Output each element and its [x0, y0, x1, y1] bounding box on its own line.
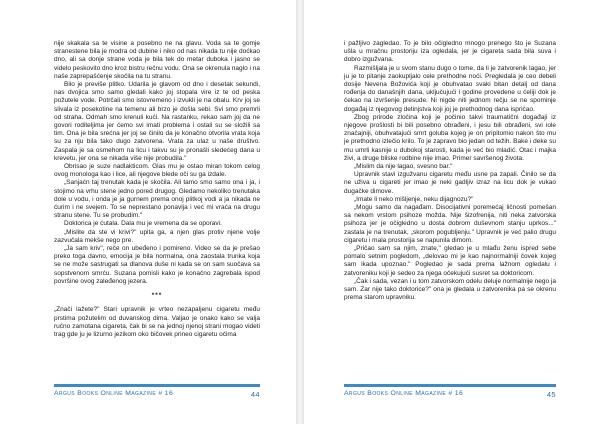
paragraph: „Čak i sada, vezan i u tom zatvorskom odelu deluje normalnije nego ja sam. Zar nije tako doktorice?" ona je gledala u zatvorenika pa se okrenu prema starom upravniku. [344, 277, 556, 302]
paragraph: Bilo je previše plitko. Udarila je glavom od dno i desetak sekundi, nas dvojica smo samo gledali kako joj stopala vire iz te od peska požutele vode. Potrčali smo istovremeno i izvukli je na obalu. Krv joj se slivala iz posekotine na temenu ali brzo je došla sebi. Svi smo premrli od straha. Odmah smo krenuli kući. Na rastanku, rekao sam joj da ne govori roditeljima jer ćemo svi imati problema i ostali su se složili sa tim. Ona je bila srećna jer joj se činilo da je konačno otvorila vrata koja su za nju bila tako dugo zatvorena. Vrata za ulaz u naše društvo. Zaspala je sa osmehom na licu i takvu su je pronašli sledećeg dana u krevetu, jer ona se nikada više nije probudila." [54, 81, 260, 162]
page-number: 45 [546, 390, 556, 399]
left-footer [54, 390, 260, 399]
book-gutter [296, 0, 304, 424]
paragraph: Obrisao je suze nadlakticom. Glas mu je ostao miran tokom celog ovog monologa kao i lice, ali njegove blede oči su ga izdale. [54, 163, 260, 179]
left-page [0, 0, 296, 424]
paragraph: i pažljivo zagledao. To je bilo očigledno mnogo prenego što je Suzana ušla u mračnu prostoriju iza ogledala, jer je cigareta sada bila suva i dobro izgužvana. [344, 40, 556, 64]
paragraph: „Mislite da ste vi krivi?" upita ga, a njen glas protiv njene volje zazvučala mekše nego pre. [54, 228, 260, 244]
page-number: 44 [250, 390, 260, 399]
left-footer-rule [54, 384, 260, 387]
paragraph: Zbog prirode zločina koji je počinio takvi traumatični događaji iz njegove prošlosti bi bili posebno obrađeni, i jesu bili obrađeni, svi iole značajniji, obuhvatajući smrt goluba kojeg je on pripitomio nakon što mu je prethodno izlečio krilo. To je zapravo bio jedan od težih. Bake i deke su mu umrli kasnije u dubokoj starosti, kada je već bio mladić. Otac i majka živi, a druge bliske rodbine nije imao. Primer savršenog života. [344, 113, 556, 162]
paragraph: „Mislim da nije lagao, svesno bar." [354, 163, 453, 171]
magazine-title: Argus Books Online Magazine # 16 [54, 390, 174, 397]
paragraph: „Mogu samo da nagađam. Disocijativni poremećaj ličnosti pomešan sa nekom vrstom psihoze možda. Nije šizofrenija, niti neka zatvorska psihoza jer je očigledno u dosta dobrom duševnom stanju uprkos..." zastala je na trenutak, „skorom pogubljenju." Upravnik je već palio drugu cigaretu i mala prostorija se napunila dimom. [344, 204, 556, 244]
right-footer [344, 390, 556, 399]
paragraph: Razmišljala je u svom stanu dugo o tome, da li je zatvorenik lagao, jer ju je to pitanje zaokupljalo cele prethodne noći. Pregledala je ceo debeli dosije Nevena Božovića koji je obuhvatao svaki bitan detalj od dana rođenja do današnjih dana, uključujući i godine provedene u ćeliji dok je čekao na izvršenje presude. Ni nigde niti jednom rečju se ne spominje događaj iz njegovog detinjstva koji joj je prethodnog dana ispričao. [344, 64, 556, 113]
right-page [304, 0, 600, 424]
paragraph: „Znači lažete?" Stari upravnik je vrteo nezapaljenu cigaretu među prstima požutelim od duvanskog dima. Valjao je onako kako se valja ručno zamotana cigareta, čak bi se na jednoj njenoj strani mogao videti trag gde ju je lizurno jezikom oko bičovek prineo cigaretu očima [54, 306, 260, 338]
paragraph: Upravnik stavi izgužvanu cigaretu među usne pa zapali. Činilo se da ne uživa u cigareti jer imao je neki gadljiv izraz na licu dok je vukao dugačke dimove. [344, 171, 556, 195]
paragraph: „Sanjaćn taj trenutak kada je skočila. Ali tamo smo samo ona i ja, i stojimo na vrhu stene jedno pored drugog. Gledamo nekoliko trenutaka dole u vodu, i onda je ja gurnem prema onoj plitkoj vodi a ja nikada ne ćurim i ne svejem. To se neprestano ponavlja i već mi vraća na drugu stranu stene. Tu se probudim." [54, 179, 260, 220]
paragraph: „Ja sam kriv", reče on ubeđeno i pomireno. Video se da je prešao preko toga davno, emocija je bila normalna, ona zaostala trunka koja se ne može sastrugati sa dlanova duše ni kada se on sam suočava sa sopstvenom smrću. Suzana pomisli kako je konačno zagrebala ispod površine ovog zaleđenog jezera. [54, 245, 260, 285]
section-separator: *** [151, 292, 163, 300]
paragraph: „Imate li neko mišljenje, neku dijagnozu?" [354, 195, 474, 203]
magazine-title: Argus Books Online Magazine # 16 [344, 390, 464, 397]
paragraph: „Pričao sam sa njim, znate," gledao je u mlađu ženu ispred sebe pomalo setnim pogledom, „delovao mi je kao najnormalniji čovek kojeg sam ikada upoznao." Pogledao je sada prema lažnom ogledalu i zatvoreniku koji je sedeo za njega očekujući susret sa doktoricom. [344, 245, 556, 277]
left-page-body [54, 40, 260, 339]
right-page-body [344, 40, 556, 303]
paragraph: nije skakala sa te visine a posebno ne na glavu. Voda sa te gomje stranestene bila je modra od dubine i niko od nas nikada tu nije doćkao dno, ali sa donje strane voda je bila tek do metar duboka i jasno se videlo peskovito dno kroz bistru rečnu vodu. Ona se okrenula naglo i na naše zaprepašćenje skočila na tu stranu. [54, 40, 260, 80]
right-footer-rule [344, 384, 556, 387]
paragraph: Doktorica je ćutala. Dala mu je vremena da se oporavi. [64, 220, 222, 228]
